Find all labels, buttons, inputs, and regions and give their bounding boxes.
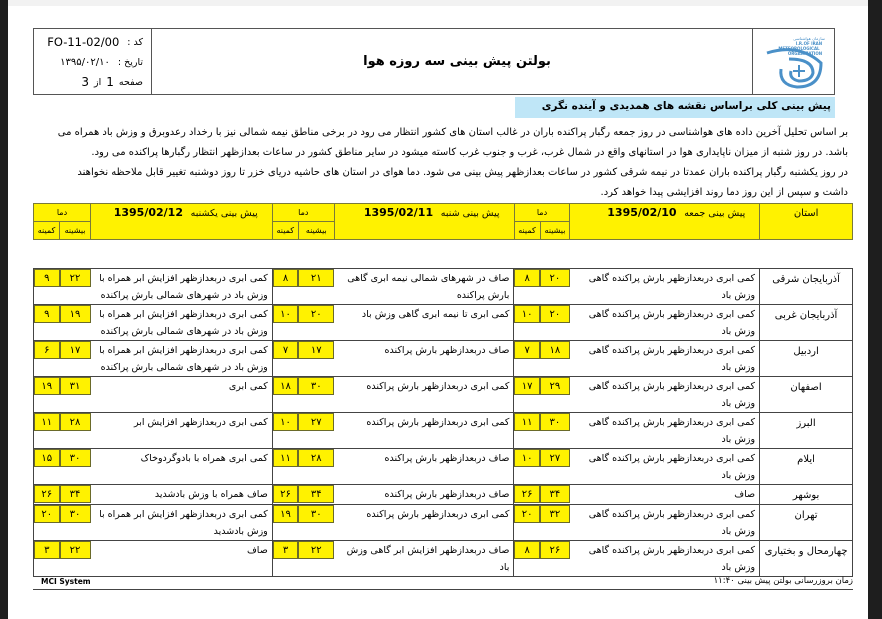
sunday-min-temp: ۱۹ — [34, 377, 60, 395]
table-row — [34, 505, 853, 541]
day-date: 1395/02/11 — [363, 206, 434, 219]
friday-min-temp: ۸ — [514, 269, 539, 287]
saturday-max-temp-cell — [298, 541, 334, 577]
sunday-forecast: کمی ابری دربعدازظهر افزایش ابر همراه با وزش باد در شهرهای شمالی بارش پراکنده — [91, 305, 273, 341]
province-name: تهران — [760, 505, 853, 541]
saturday-max-temp-cell — [298, 269, 334, 305]
friday-max-temp-cell — [540, 449, 570, 485]
svg-text:METEOROLOGICAL: METEOROLOGICAL — [777, 45, 820, 51]
friday-max-temp-cell — [540, 377, 570, 413]
document-title: بولتن پیش بینی سه روزه هوا — [363, 54, 551, 69]
svg-text:I.R.OF IRAN: I.R.OF IRAN — [795, 40, 822, 46]
friday-min-temp: ۲۶ — [514, 485, 539, 503]
update-time-line — [714, 576, 853, 586]
saturday-forecast: صاف دربعدازظهر بارش پراکنده — [334, 341, 514, 377]
table-row — [34, 449, 853, 485]
sunday-forecast: کمی ابری — [91, 377, 273, 413]
min-temp-header: کمینه — [272, 222, 298, 240]
sunday-min-temp: ۱۵ — [34, 449, 60, 467]
saturday-min-temp: ۸ — [273, 269, 298, 287]
code-line — [44, 32, 143, 52]
sunday-max-temp: ۳۰ — [60, 505, 91, 523]
saturday-min-temp-cell — [272, 449, 298, 485]
max-temp-header: بیشینه — [298, 222, 334, 240]
province-name: آذربایجان غربی — [760, 305, 853, 341]
saturday-min-temp: ۲۶ — [273, 485, 298, 503]
sunday-min-temp-cell — [34, 485, 60, 505]
document-info-box — [34, 29, 152, 94]
max-temp-header: بیشینه — [540, 222, 570, 240]
friday-max-temp-cell — [540, 505, 570, 541]
province-name: آذربایجان شرقی — [760, 269, 853, 305]
logo-spiral-icon — [759, 33, 829, 91]
saturday-min-temp: ۱۹ — [273, 505, 298, 523]
day-label: پیش بینی یکشنبه — [190, 208, 258, 219]
saturday-forecast: صاف دربعدازظهر افزایش ابر گاهی وزش باد — [334, 541, 514, 577]
sunday-min-temp: ۱۱ — [34, 413, 60, 431]
saturday-min-temp: ۷ — [273, 341, 298, 359]
sunday-min-temp-cell — [34, 341, 60, 377]
sunday-min-temp-cell — [34, 413, 60, 449]
saturday-max-temp-cell — [298, 377, 334, 413]
friday-min-temp-cell — [514, 341, 540, 377]
overview-heading: پیش بینی کلی براساس نقشه های همدیدی و آینده نگری — [515, 97, 835, 118]
sunday-max-temp-cell — [60, 269, 91, 305]
friday-max-temp: ۲۰ — [540, 305, 570, 323]
friday-max-temp: ۱۸ — [540, 341, 570, 359]
friday-min-temp: ۱۰ — [514, 449, 539, 467]
saturday-max-temp-cell — [298, 449, 334, 485]
day-date: 1395/02/10 — [607, 206, 677, 219]
table-row — [34, 341, 853, 377]
saturday-max-temp: ۲۱ — [298, 269, 334, 287]
sunday-max-temp: ۳۰ — [60, 449, 91, 467]
saturday-max-temp-cell — [298, 485, 334, 505]
table-row — [34, 305, 853, 341]
sunday-forecast: صاف — [91, 541, 273, 577]
window-edge-left — [0, 0, 8, 619]
saturday-min-temp: ۱۱ — [273, 449, 298, 467]
table-row — [34, 485, 853, 505]
saturday-forecast: کمی ابری تا نیمه ابری گاهی وزش باد — [334, 305, 514, 341]
temp-header: دما — [272, 204, 334, 222]
sunday-max-temp: ۳۴ — [60, 485, 91, 503]
friday-max-temp: ۲۶ — [540, 541, 570, 559]
code-label: کد : — [127, 36, 143, 48]
friday-max-temp: ۳۲ — [540, 505, 570, 523]
day-header-friday — [570, 204, 760, 240]
system-name: MCI System — [41, 577, 91, 586]
friday-min-temp-cell — [514, 541, 540, 577]
friday-min-temp-cell — [514, 505, 540, 541]
saturday-max-temp-cell — [298, 505, 334, 541]
date-line — [44, 52, 143, 72]
saturday-forecast: کمی ابری دربعدازظهر بارش پراکنده — [334, 413, 514, 449]
saturday-min-temp: ۳ — [273, 541, 298, 559]
page-total: 3 — [81, 75, 90, 89]
table-row — [34, 541, 853, 577]
sunday-min-temp: ۹ — [34, 269, 60, 287]
sunday-forecast: کمی ابری دربعدازظهر افزایش ابر همراه با وزش باد در شهرهای شمالی بارش پراکنده — [91, 341, 273, 377]
friday-min-temp-cell — [514, 413, 540, 449]
sunday-max-temp: ۳۱ — [60, 377, 91, 395]
saturday-min-temp-cell — [272, 505, 298, 541]
sunday-max-temp-cell — [60, 377, 91, 413]
friday-forecast: کمی ابری دربعدازظهر بارش پراکنده گاهی وزش باد — [570, 449, 760, 485]
saturday-max-temp: ۲۰ — [298, 305, 334, 323]
sunday-forecast: کمی ابری دربعدازظهر افزایش ابر — [91, 413, 273, 449]
saturday-min-temp: ۱۸ — [273, 377, 298, 395]
saturday-min-temp-cell — [272, 377, 298, 413]
sunday-max-temp: ۱۹ — [60, 305, 91, 323]
friday-forecast: صاف — [570, 485, 760, 505]
friday-min-temp-cell — [514, 269, 540, 305]
overview-line: باشد. در روز شنبه از میزان ناپایداری هوا در استانهای واقع در شمال غرب، غرب و جنوب غرب کاسته میشود در سایر مناطق کشور در ساعات بعدازظهر انتظار رگبارها پراکنده می رود. — [91, 147, 848, 158]
friday-max-temp-cell — [540, 485, 570, 505]
sunday-max-temp: ۲۲ — [60, 269, 91, 287]
friday-min-temp-cell — [514, 449, 540, 485]
saturday-max-temp: ۱۷ — [298, 341, 334, 359]
friday-min-temp: ۷ — [514, 341, 539, 359]
saturday-min-temp-cell — [272, 305, 298, 341]
meteorological-organization-logo — [752, 29, 834, 94]
saturday-max-temp-cell — [298, 413, 334, 449]
update-label: زمان بروزرسانی بولتن پیش بینی — [737, 576, 853, 586]
sunday-max-temp-cell — [60, 305, 91, 341]
min-temp-header: کمینه — [514, 222, 540, 240]
saturday-max-temp: ۲۲ — [298, 541, 334, 559]
saturday-max-temp: ۳۴ — [298, 485, 334, 503]
saturday-forecast: صاف دربعدازظهر بارش پراکنده — [334, 485, 514, 505]
friday-forecast: کمی ابری دربعدازظهر بارش پراکنده گاهی وزش باد — [570, 505, 760, 541]
day-date: 1395/02/12 — [113, 206, 183, 219]
overview-line: داشت و سپس از این روز دما روند افزایشی پیدا خواهد کرد. — [600, 187, 848, 198]
sunday-max-temp-cell — [60, 505, 91, 541]
sunday-max-temp-cell — [60, 485, 91, 505]
saturday-forecast: کمی ابری دربعدازظهر بارش پراکنده — [334, 505, 514, 541]
friday-max-temp-cell — [540, 413, 570, 449]
saturday-max-temp: ۲۸ — [298, 449, 334, 467]
friday-min-temp-cell — [514, 377, 540, 413]
sunday-max-temp-cell — [60, 541, 91, 577]
day-header-sunday — [91, 204, 273, 240]
friday-forecast: کمی ابری دربعدازظهر بارش پراکنده گاهی وزش باد — [570, 269, 760, 305]
day-label: پیش بینی شنبه — [440, 208, 500, 219]
friday-forecast: کمی ابری دربعدازظهر بارش پراکنده گاهی وزش باد — [570, 305, 760, 341]
sunday-min-temp-cell — [34, 305, 60, 341]
page-line — [44, 72, 143, 92]
top-strip — [8, 0, 868, 6]
temp-header: دما — [34, 204, 91, 222]
sunday-forecast: کمی ابری دربعدازظهر افزایش ابر همراه با وزش بادشدید — [91, 505, 273, 541]
overview-paragraph — [40, 123, 848, 203]
max-temp-header: بیشینه — [60, 222, 91, 240]
sunday-min-temp-cell — [34, 269, 60, 305]
friday-max-temp: ۲۰ — [540, 269, 570, 287]
page-current: 1 — [106, 75, 114, 89]
saturday-min-temp-cell — [272, 269, 298, 305]
province-name: ایلام — [760, 449, 853, 485]
friday-min-temp: ۱۷ — [514, 377, 539, 395]
sunday-max-temp-cell — [60, 449, 91, 485]
svg-text:ORGANIZATION: ORGANIZATION — [787, 50, 822, 56]
forecast-table — [33, 268, 853, 577]
table-row — [34, 269, 853, 305]
saturday-forecast: صاف در شهرهای شمالی نیمه ابری گاهی بارش پراکنده — [334, 269, 514, 305]
sunday-forecast: صاف همراه با وزش بادشدید — [91, 485, 273, 505]
saturday-min-temp-cell — [272, 485, 298, 505]
sunday-max-temp: ۲۸ — [60, 413, 91, 431]
sunday-max-temp: ۱۷ — [60, 341, 91, 359]
saturday-min-temp: ۱۰ — [273, 413, 298, 431]
friday-forecast: کمی ابری دربعدازظهر بارش پراکنده گاهی وزش باد — [570, 377, 760, 413]
province-name: اصفهان — [760, 377, 853, 413]
sunday-min-temp: ۲۶ — [34, 485, 60, 503]
friday-max-temp-cell — [540, 541, 570, 577]
sunday-min-temp: ۲۰ — [34, 505, 60, 523]
sunday-min-temp: ۹ — [34, 305, 60, 323]
window-edge-right — [868, 0, 882, 619]
document-footer — [33, 574, 853, 590]
friday-max-temp: ۲۹ — [540, 377, 570, 395]
friday-min-temp: ۲۰ — [514, 505, 539, 523]
friday-min-temp: ۸ — [514, 541, 539, 559]
forecast-table-header — [33, 203, 853, 240]
sunday-min-temp-cell — [34, 377, 60, 413]
friday-min-temp-cell — [514, 485, 540, 505]
friday-max-temp: ۳۴ — [540, 485, 570, 503]
sunday-min-temp: ۶ — [34, 341, 60, 359]
friday-forecast: کمی ابری دربعدازظهر بارش پراکنده گاهی وزش باد — [570, 413, 760, 449]
page-label: صفحه — [118, 76, 143, 88]
sunday-min-temp: ۳ — [34, 541, 60, 559]
province-name: البرز — [760, 413, 853, 449]
sunday-forecast: کمی ابری همراه با بادوگردوخاک — [91, 449, 273, 485]
friday-max-temp-cell — [540, 341, 570, 377]
friday-max-temp: ۲۷ — [540, 449, 570, 467]
date-label: تاریخ : — [117, 56, 143, 68]
day-header-saturday — [334, 204, 514, 240]
saturday-min-temp-cell — [272, 413, 298, 449]
friday-max-temp: ۳۰ — [540, 413, 570, 431]
sunday-max-temp-cell — [60, 341, 91, 377]
day-label: پیش بینی جمعه — [684, 208, 746, 219]
friday-max-temp-cell — [540, 269, 570, 305]
sunday-min-temp-cell — [34, 541, 60, 577]
sunday-min-temp-cell — [34, 449, 60, 485]
sunday-max-temp: ۲۲ — [60, 541, 91, 559]
saturday-forecast: کمی ابری دربعدازظهر بارش پراکنده — [334, 377, 514, 413]
province-name: بوشهر — [760, 485, 853, 505]
saturday-max-temp: ۳۰ — [298, 505, 334, 523]
code-value: FO-11-02/00 — [47, 35, 120, 49]
svg-text:سازمان هواشناسی: سازمان هواشناسی — [792, 35, 825, 41]
update-time: ۱۱:۴۰ — [713, 576, 735, 586]
saturday-max-temp-cell — [298, 305, 334, 341]
date-value: ۱۳۹۵/۰۲/۱۰ — [60, 56, 110, 68]
saturday-max-temp: ۲۷ — [298, 413, 334, 431]
saturday-forecast: صاف دربعدازظهر بارش پراکنده — [334, 449, 514, 485]
province-column-header: استان — [760, 204, 853, 240]
min-temp-header: کمینه — [34, 222, 60, 240]
overview-line: بر اساس تحلیل آخرین داده های هواشناسی در روز جمعه رگبار پراکنده باران در غالب استان های کشور انتظار می رود در برخی مناطق نیمه شمالی نیز با رخداد رعدوبرق و وزش باد همراه می — [57, 127, 848, 138]
friday-min-temp: ۱۰ — [514, 305, 539, 323]
document-header — [33, 28, 835, 95]
sunday-max-temp-cell — [60, 413, 91, 449]
sunday-min-temp-cell — [34, 505, 60, 541]
sunday-forecast: کمی ابری دربعدازظهر افزایش ابر همراه با وزش باد در شهرهای شمالی بارش پراکنده — [91, 269, 273, 305]
saturday-max-temp: ۳۰ — [298, 377, 334, 395]
table-row — [34, 413, 853, 449]
province-name: چهارمحال و بختیاری — [760, 541, 853, 577]
overview-line: در روز یکشنبه رگبار پراکنده باران عمدتا در نیمه شرقی کشور در ساعات بعدازظهر پیش بینی می شود. دما هوای در استان های حاشیه دریای خزر تا روز دوشنبه تغییر قابل ملاحظه نخواهند — [77, 167, 848, 178]
table-row — [34, 377, 853, 413]
saturday-min-temp-cell — [272, 341, 298, 377]
saturday-max-temp-cell — [298, 341, 334, 377]
friday-min-temp-cell — [514, 305, 540, 341]
saturday-min-temp: ۱۰ — [273, 305, 298, 323]
province-name: اردبیل — [760, 341, 853, 377]
temp-header: دما — [514, 204, 570, 222]
friday-forecast: کمی ابری دربعدازظهر بارش پراکنده گاهی وزش باد — [570, 541, 760, 577]
page-of-label: از — [94, 76, 102, 88]
saturday-min-temp-cell — [272, 541, 298, 577]
friday-forecast: کمی ابری دربعدازظهر بارش پراکنده گاهی وزش باد — [570, 341, 760, 377]
friday-max-temp-cell — [540, 305, 570, 341]
friday-min-temp: ۱۱ — [514, 413, 539, 431]
